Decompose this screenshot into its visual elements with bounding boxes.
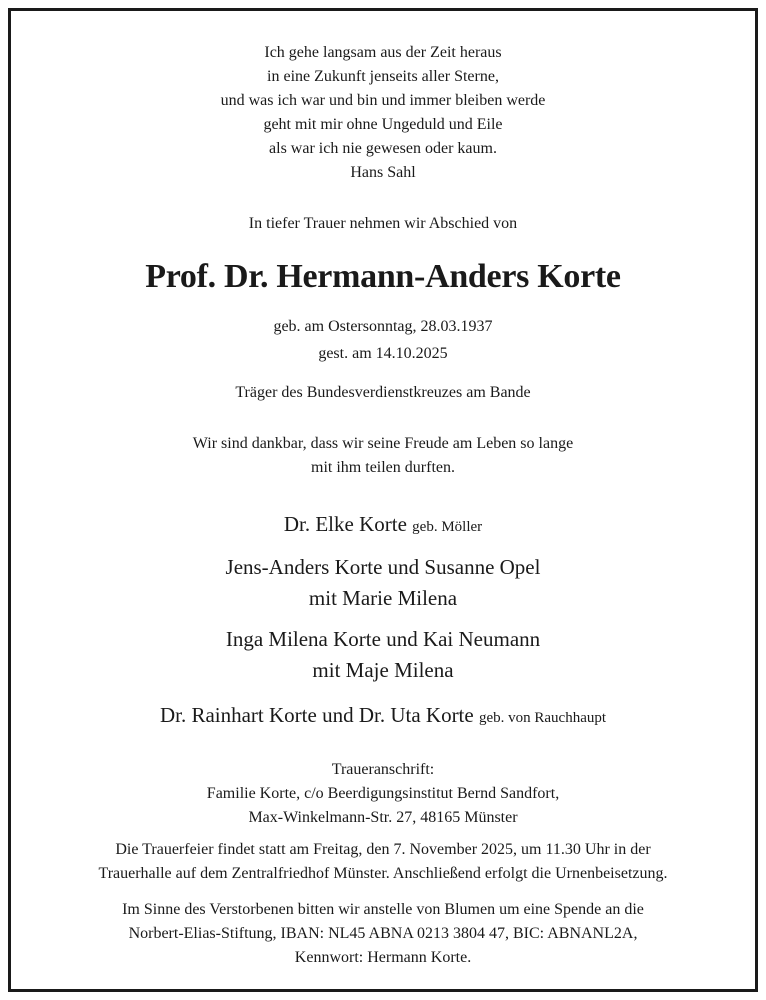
thanks-line: Wir sind dankbar, dass wir seine Freude am Leben so lange xyxy=(192,435,574,452)
deceased-name: Prof. Dr. Hermann-Anders Korte xyxy=(145,258,621,295)
poem-line: geht mit mir ohne Ungeduld und Eile xyxy=(263,116,503,133)
ceremony-info xyxy=(11,838,755,886)
mourner-names: Jens-Anders Korte und Susanne Opel xyxy=(225,555,541,579)
honor-text: Träger des Bundesverdienstkreuzes am Bande xyxy=(235,384,531,401)
ceremony-line: Die Trauerfeier findet statt am Freitag, den 7. November 2025, um 11.30 Uhr in der xyxy=(115,841,651,858)
ceremony-line: Trauerhalle auf dem Zentralfriedhof Münster. Anschließend erfolgt die Urnenbeisetzung. xyxy=(98,865,668,882)
mourner-child: mit Maje Milena xyxy=(312,658,454,682)
thanks-text xyxy=(11,432,755,480)
intro-text: In tiefer Trauer nehmen wir Abschied von xyxy=(248,215,518,232)
mourner-maiden-name: geb. von Rauchhaupt xyxy=(478,710,607,726)
life-dates xyxy=(11,313,755,367)
address-line: Familie Korte, c/o Beerdigungsinstitut Bernd Sandfort, xyxy=(206,785,560,802)
poem-line: in eine Zukunft jenseits aller Sterne, xyxy=(267,68,499,85)
poem-line: Ich gehe langsam aus der Zeit heraus xyxy=(264,44,502,61)
mourner-maiden-name: geb. Möller xyxy=(412,519,483,535)
poem-line: und was ich war und bin und immer bleiben werde xyxy=(220,92,546,109)
mourner-family-brother xyxy=(11,700,755,734)
mourner-widow xyxy=(11,509,755,543)
mourner-family-daughter xyxy=(11,624,755,686)
poem xyxy=(11,41,755,185)
birth-date: geb. am Ostersonntag, 28.03.1937 xyxy=(273,318,493,335)
mourning-address xyxy=(11,758,755,830)
obituary-notice xyxy=(11,11,755,989)
mourner-name: Dr. Elke Korte xyxy=(283,512,407,536)
poem-line: als war ich nie gewesen oder kaum. xyxy=(269,140,497,157)
donation-line: Im Sinne des Verstorbenen bitten wir anstelle von Blumen um eine Spende an die xyxy=(122,901,644,918)
mourner-names: Dr. Rainhart Korte und Dr. Uta Korte xyxy=(159,703,474,727)
poem-author: Hans Sahl xyxy=(350,164,416,181)
address-line: Max-Winkelmann-Str. 27, 48165 Münster xyxy=(248,809,518,826)
mourner-child: mit Marie Milena xyxy=(308,586,458,610)
donation-line: Norbert-Elias-Stiftung, IBAN: NL45 ABNA 0213 3804 47, BIC: ABNANL2A, xyxy=(128,925,638,942)
donation-info xyxy=(11,898,755,970)
mourner-family-son xyxy=(11,552,755,614)
address-heading: Traueranschrift: xyxy=(331,761,435,778)
thanks-line: mit ihm teilen durften. xyxy=(311,459,455,476)
mourner-names: Inga Milena Korte und Kai Neumann xyxy=(225,627,541,651)
death-date: gest. am 14.10.2025 xyxy=(318,345,448,362)
donation-line: Kennwort: Hermann Korte. xyxy=(294,949,472,966)
